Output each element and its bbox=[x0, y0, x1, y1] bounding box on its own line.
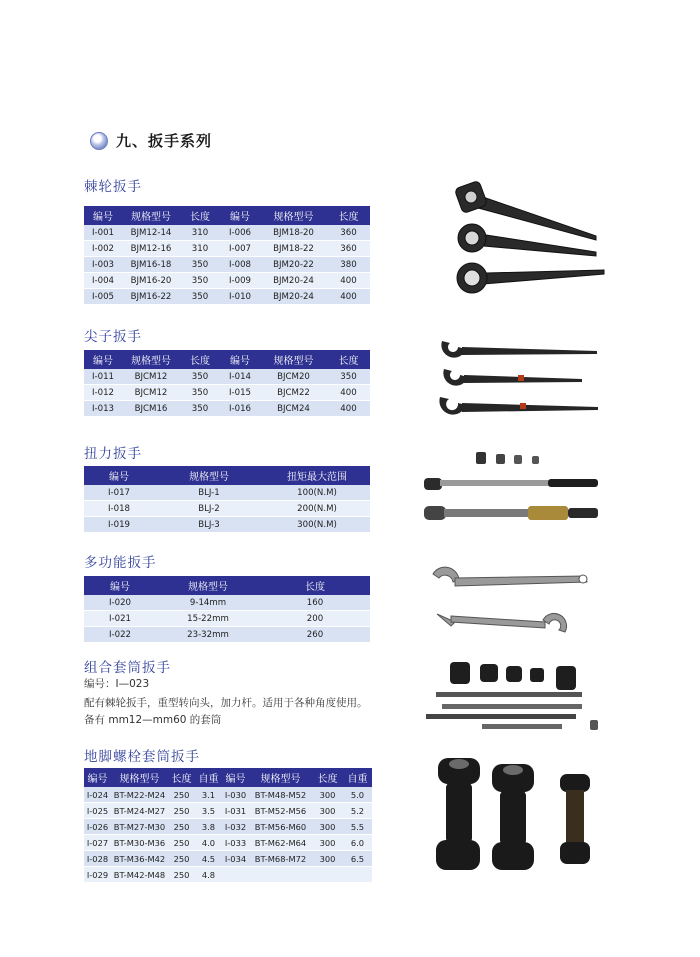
table-cell bbox=[249, 867, 312, 883]
table-cell: BJM12-16 bbox=[122, 241, 180, 257]
table-cell: 300(N.M) bbox=[264, 517, 370, 533]
table-cell: I-027 bbox=[84, 835, 111, 851]
section-title-ratchet: 棘轮扳手 bbox=[84, 179, 142, 195]
table-cell: BT-M22-M24 bbox=[111, 787, 168, 803]
header-cell: 编号 bbox=[84, 576, 156, 595]
table-cell bbox=[343, 867, 372, 883]
table-cell: 4.0 bbox=[195, 835, 222, 851]
table-header-row bbox=[84, 466, 370, 485]
table-cell: BJM18-20 bbox=[260, 225, 327, 241]
table-cell: 400 bbox=[327, 273, 370, 289]
table-header-row bbox=[84, 206, 370, 225]
header-cell: 编号 bbox=[84, 768, 111, 787]
table-cell: I-028 bbox=[84, 851, 111, 867]
table-cell: 300 bbox=[312, 803, 343, 819]
table-cell: BJCM12 bbox=[122, 369, 180, 385]
header-cell: 长度 bbox=[260, 576, 370, 595]
chapter-heading bbox=[90, 130, 212, 151]
header-cell: 编号 bbox=[220, 350, 260, 369]
table-cell: 350 bbox=[180, 273, 220, 289]
multi-function-wrench-image bbox=[425, 560, 595, 645]
table-row bbox=[84, 225, 370, 241]
header-cell: 长度 bbox=[168, 768, 195, 787]
table-cell: 200 bbox=[260, 611, 370, 627]
header-cell: 规格型号 bbox=[154, 466, 264, 485]
table-cell: BT-M52-M56 bbox=[249, 803, 312, 819]
socket-description: 配有棘轮扳手，重型转向头，加力杆。适用于各种角度使用。 bbox=[84, 697, 368, 709]
header-cell: 长度 bbox=[180, 350, 220, 369]
table-cell: 360 bbox=[327, 225, 370, 241]
table-cell: BJCM12 bbox=[122, 385, 180, 401]
table-cell: I-014 bbox=[220, 369, 260, 385]
header-cell: 规格型号 bbox=[249, 768, 312, 787]
table-row bbox=[84, 627, 370, 643]
table-cell: BJM12-14 bbox=[122, 225, 180, 241]
table-cell: 6.0 bbox=[343, 835, 372, 851]
table-cell: I-001 bbox=[84, 225, 122, 241]
header-cell: 编号 bbox=[84, 206, 122, 225]
table-cell: BJM16-18 bbox=[122, 257, 180, 273]
table-cell: I-017 bbox=[84, 485, 154, 501]
table-cell: I-002 bbox=[84, 241, 122, 257]
table-cell: BJCM24 bbox=[260, 401, 327, 417]
table-cell: I-011 bbox=[84, 369, 122, 385]
table-row bbox=[84, 867, 372, 883]
table-cell: BT-M48-M52 bbox=[249, 787, 312, 803]
table-cell: I-004 bbox=[84, 273, 122, 289]
table-cell: BJM18-22 bbox=[260, 241, 327, 257]
header-cell: 长度 bbox=[180, 206, 220, 225]
table-cell: BJCM22 bbox=[260, 385, 327, 401]
table-row bbox=[84, 241, 370, 257]
section-title-pointed: 尖子扳手 bbox=[84, 329, 142, 345]
table-cell: I-029 bbox=[84, 867, 111, 883]
torque-wrench-table bbox=[84, 466, 370, 533]
table-cell: BLJ-1 bbox=[154, 485, 264, 501]
table-cell: 400 bbox=[327, 401, 370, 417]
table-row bbox=[84, 273, 370, 289]
anchor-bolt-socket-image bbox=[432, 752, 602, 877]
table-cell: I-020 bbox=[84, 595, 156, 611]
table-cell: I-024 bbox=[84, 787, 111, 803]
table-cell: 350 bbox=[180, 289, 220, 305]
table-cell: I-006 bbox=[220, 225, 260, 241]
table-cell: 380 bbox=[327, 257, 370, 273]
table-cell bbox=[312, 867, 343, 883]
table-cell: BJM16-20 bbox=[122, 273, 180, 289]
table-cell: BLJ-3 bbox=[154, 517, 264, 533]
table-cell: 400 bbox=[327, 289, 370, 305]
section-title-multi: 多功能扳手 bbox=[84, 555, 157, 571]
table-cell: BJM16-22 bbox=[122, 289, 180, 305]
table-header-row bbox=[84, 350, 370, 369]
table-cell: 350 bbox=[327, 369, 370, 385]
header-cell: 扭矩最大范围 bbox=[264, 466, 370, 485]
table-cell: 250 bbox=[168, 803, 195, 819]
table-cell: BJM20-24 bbox=[260, 273, 327, 289]
multi-wrench-table bbox=[84, 576, 370, 643]
table-row bbox=[84, 517, 370, 533]
table-header-row bbox=[84, 576, 370, 595]
table-cell: I-030 bbox=[222, 787, 249, 803]
header-cell: 自重 bbox=[195, 768, 222, 787]
header-cell: 规格型号 bbox=[122, 206, 180, 225]
table-cell: 350 bbox=[180, 369, 220, 385]
table-cell: BT-M56-M60 bbox=[249, 819, 312, 835]
table-row bbox=[84, 289, 370, 305]
table-cell: BLJ-2 bbox=[154, 501, 264, 517]
table-row bbox=[84, 369, 370, 385]
table-row bbox=[84, 595, 370, 611]
circle-bullet-icon bbox=[90, 132, 108, 150]
header-cell: 长度 bbox=[327, 350, 370, 369]
header-cell: 规格型号 bbox=[156, 576, 260, 595]
table-cell: 350 bbox=[180, 257, 220, 273]
table-cell: 310 bbox=[180, 241, 220, 257]
table-row bbox=[84, 611, 370, 627]
socket-range: 备有 mm12—mm60 的套筒 bbox=[84, 714, 222, 726]
table-cell: BJCM20 bbox=[260, 369, 327, 385]
table-cell: I-019 bbox=[84, 517, 154, 533]
table-cell: 4.8 bbox=[195, 867, 222, 883]
table-row bbox=[84, 835, 372, 851]
header-cell: 编号 bbox=[220, 206, 260, 225]
table-cell: BJM20-22 bbox=[260, 257, 327, 273]
header-cell: 自重 bbox=[343, 768, 372, 787]
table-cell: I-007 bbox=[220, 241, 260, 257]
table-cell: I-031 bbox=[222, 803, 249, 819]
table-cell: BJCM16 bbox=[122, 401, 180, 417]
torque-wrench-image bbox=[418, 448, 608, 530]
table-cell: BJM20-24 bbox=[260, 289, 327, 305]
table-row bbox=[84, 401, 370, 417]
table-cell: I-005 bbox=[84, 289, 122, 305]
section-title-anchor: 地脚螺栓套筒扳手 bbox=[84, 749, 200, 765]
table-cell: 3.5 bbox=[195, 803, 222, 819]
socket-set-image bbox=[422, 660, 602, 740]
table-cell: 3.1 bbox=[195, 787, 222, 803]
table-cell: I-026 bbox=[84, 819, 111, 835]
table-cell: I-033 bbox=[222, 835, 249, 851]
table-cell: 300 bbox=[312, 835, 343, 851]
header-cell: 编号 bbox=[222, 768, 249, 787]
chapter-title: 九、扳手系列 bbox=[116, 132, 213, 150]
table-cell: I-018 bbox=[84, 501, 154, 517]
table-cell: 250 bbox=[168, 819, 195, 835]
header-cell: 规格型号 bbox=[111, 768, 168, 787]
table-cell: I-015 bbox=[220, 385, 260, 401]
ratchet-wrench-image bbox=[420, 178, 620, 303]
table-cell: I-013 bbox=[84, 401, 122, 417]
table-cell: BT-M42-M48 bbox=[111, 867, 168, 883]
table-cell: I-021 bbox=[84, 611, 156, 627]
header-cell: 编号 bbox=[84, 350, 122, 369]
socket-code: 编号：I—023 bbox=[84, 678, 150, 690]
table-cell: 250 bbox=[168, 835, 195, 851]
table-cell: 300 bbox=[312, 819, 343, 835]
header-cell: 规格型号 bbox=[260, 206, 327, 225]
table-cell: 6.5 bbox=[343, 851, 372, 867]
pointed-wrench-image bbox=[432, 335, 602, 425]
table-cell: 4.5 bbox=[195, 851, 222, 867]
table-cell: I-012 bbox=[84, 385, 122, 401]
table-cell: 250 bbox=[168, 867, 195, 883]
table-cell: I-008 bbox=[220, 257, 260, 273]
table-cell: BT-M27-M30 bbox=[111, 819, 168, 835]
table-row bbox=[84, 803, 372, 819]
table-cell: 15-22mm bbox=[156, 611, 260, 627]
table-cell: 3.8 bbox=[195, 819, 222, 835]
table-cell bbox=[222, 867, 249, 883]
table-row bbox=[84, 257, 370, 273]
table-cell: I-022 bbox=[84, 627, 156, 643]
table-row bbox=[84, 485, 370, 501]
section-title-socket: 组合套筒扳手 bbox=[84, 660, 171, 676]
table-cell: BT-M68-M72 bbox=[249, 851, 312, 867]
table-cell: 350 bbox=[180, 385, 220, 401]
ratchet-wrench-table bbox=[84, 206, 370, 305]
table-row bbox=[84, 385, 370, 401]
table-cell: 300 bbox=[312, 787, 343, 803]
table-cell: I-025 bbox=[84, 803, 111, 819]
table-cell: BT-M36-M42 bbox=[111, 851, 168, 867]
table-cell: 23-32mm bbox=[156, 627, 260, 643]
table-cell: I-016 bbox=[220, 401, 260, 417]
table-cell: 350 bbox=[180, 401, 220, 417]
table-cell: 360 bbox=[327, 241, 370, 257]
table-cell: 400 bbox=[327, 385, 370, 401]
table-cell: BT-M30-M36 bbox=[111, 835, 168, 851]
table-cell: 5.5 bbox=[343, 819, 372, 835]
header-cell: 长度 bbox=[327, 206, 370, 225]
table-cell: I-034 bbox=[222, 851, 249, 867]
section-title-torque: 扭力扳手 bbox=[84, 446, 142, 462]
table-cell: BT-M62-M64 bbox=[249, 835, 312, 851]
table-cell: 310 bbox=[180, 225, 220, 241]
table-cell: I-003 bbox=[84, 257, 122, 273]
table-cell: 200(N.M) bbox=[264, 501, 370, 517]
header-cell: 长度 bbox=[312, 768, 343, 787]
table-row bbox=[84, 819, 372, 835]
table-cell: 5.0 bbox=[343, 787, 372, 803]
table-cell: 250 bbox=[168, 787, 195, 803]
header-cell: 规格型号 bbox=[122, 350, 180, 369]
anchor-socket-table bbox=[84, 768, 372, 883]
table-cell: 100(N.M) bbox=[264, 485, 370, 501]
table-cell: 9-14mm bbox=[156, 595, 260, 611]
table-row bbox=[84, 851, 372, 867]
table-cell: I-032 bbox=[222, 819, 249, 835]
table-cell: BT-M24-M27 bbox=[111, 803, 168, 819]
header-cell: 编号 bbox=[84, 466, 154, 485]
table-cell: 5.2 bbox=[343, 803, 372, 819]
table-cell: 260 bbox=[260, 627, 370, 643]
header-cell: 规格型号 bbox=[260, 350, 327, 369]
table-header-row bbox=[84, 768, 372, 787]
table-cell: 300 bbox=[312, 851, 343, 867]
table-row bbox=[84, 787, 372, 803]
pointed-wrench-table bbox=[84, 350, 370, 417]
table-cell: I-009 bbox=[220, 273, 260, 289]
table-cell: 250 bbox=[168, 851, 195, 867]
table-cell: 160 bbox=[260, 595, 370, 611]
table-row bbox=[84, 501, 370, 517]
table-cell: I-010 bbox=[220, 289, 260, 305]
